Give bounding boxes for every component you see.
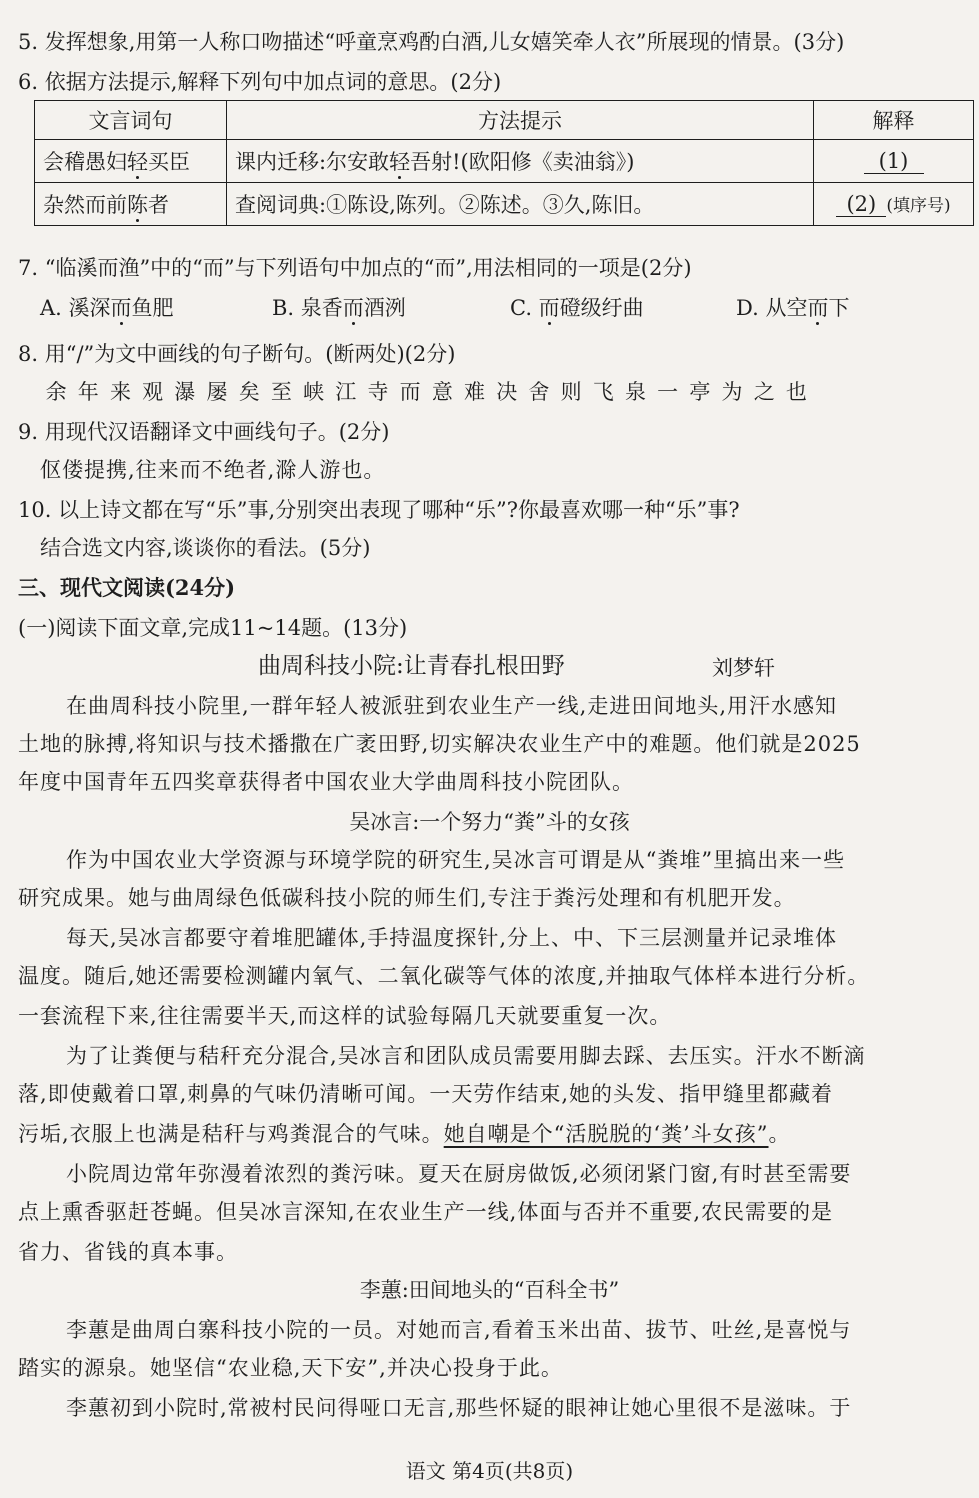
sentence-char: 则 xyxy=(560,380,582,404)
table-cell-method: 查阅词典:①陈设,陈列。②陈述。③久,陈旧。 xyxy=(227,183,814,226)
paragraph-line: 为了让粪便与秸秆充分混合,吴冰言和团队成员需要用脚去踩、去压实。汗水不断滴 xyxy=(66,1044,866,1068)
table-row xyxy=(35,140,974,183)
table-cell-answer xyxy=(814,140,974,183)
underlined-sentence: 她自嘲是个“活脱脱的‘粪’斗女孩” xyxy=(443,1122,769,1146)
paragraph-line: 土地的脉搏,将知识与技术播撒在广袤田野,切实解决农业生产中的难题。他们就是2025 xyxy=(18,732,861,756)
article-author: 刘梦轩 xyxy=(712,656,775,680)
paragraph-line: 每天,吴冰言都要守着堆肥罐体,手持温度探针,分上、中、下三层测量并记录堆体 xyxy=(66,926,838,950)
paragraph-line: 污垢,衣服上也满是秸秆与鸡粪混合的气味。她自嘲是个“活脱脱的‘粪’斗女孩”。 xyxy=(18,1122,791,1146)
table-header-answer: 解释 xyxy=(814,101,974,140)
section-heading: 三、现代文阅读(24分) xyxy=(18,575,236,600)
paragraph-line: 李蕙是曲周白寨科技小院的一员。对她而言,看着玉米出苗、拔节、吐丝,是喜悦与 xyxy=(66,1318,852,1342)
answer-blank-2: (2) xyxy=(836,192,886,217)
table-row xyxy=(35,183,974,226)
paragraph-line: 小院周边常年弥漫着浓烈的粪污味。夏天在厨房做饭,必须闭紧门窗,有时甚至需要 xyxy=(66,1162,852,1186)
sentence-char: 飞 xyxy=(592,380,614,404)
sentence-char: 寺 xyxy=(367,380,389,404)
table-header-method: 方法提示 xyxy=(227,101,814,140)
question-8-sentence xyxy=(40,378,965,406)
sentence-char: 泉 xyxy=(624,380,646,404)
question-9: 9. 用现代汉语翻译文中画线句子。(2分) xyxy=(18,420,390,444)
sentence-char: 来 xyxy=(109,380,131,404)
question-6-table xyxy=(34,100,974,226)
question-7: 7. “临溪而渔”中的“而”与下列语句中加点的“而”,用法相同的一项是(2分) xyxy=(18,256,692,280)
sentence-char: 之 xyxy=(753,380,775,404)
option-a: A. 溪深而鱼肥 xyxy=(40,296,174,320)
paragraph-line: 年度中国青年五四奖章获得者中国农业大学曲周科技小院团队。 xyxy=(18,770,634,794)
sentence-char: 瀑 xyxy=(174,380,196,404)
paragraph-line: 落,即使戴着口罩,刺鼻的气味仍清晰可闻。一天劳作结束,她的头发、指甲缝里都藏着 xyxy=(18,1082,834,1106)
table-cell-answer xyxy=(814,183,974,226)
dotted-word: 轻 xyxy=(127,150,148,174)
paragraph-line: 点上熏香驱赶苍蝇。但吴冰言深知,在农业生产一线,体面与否并不重要,农民需要的是 xyxy=(18,1200,834,1224)
paragraph-line: 一套流程下来,往往需要半天,而这样的试验每隔几天就要重复一次。 xyxy=(18,1004,672,1028)
page-footer: 语文 第4页(共8页) xyxy=(405,1459,574,1483)
sentence-char: 决 xyxy=(496,380,518,404)
sentence-char: 矣 xyxy=(238,380,260,404)
question-8: 8. 用“/”为文中画线的句子断句。(断两处)(2分) xyxy=(18,342,456,366)
table-cell-phrase: 会稽愚妇轻买臣 xyxy=(35,140,227,183)
sentence-char: 观 xyxy=(142,380,164,404)
sentence-char: 峡 xyxy=(303,380,325,404)
article-title: 曲周科技小院:让青春扎根田野 xyxy=(258,653,565,679)
dotted-word: 轻 xyxy=(389,150,411,174)
sentence-char: 也 xyxy=(785,380,807,404)
option-d: D. 从空而下 xyxy=(736,296,850,320)
table-cell-phrase: 杂然而前陈者 xyxy=(35,183,227,226)
sentence-char: 意 xyxy=(431,380,453,404)
question-10-line-1: 10. 以上诗文都在写“乐”事,分别突出表现了哪种“乐”?你最喜欢哪一种“乐”事? xyxy=(18,498,740,522)
table-cell-method: 课内迁移:尔安敢轻吾射!(欧阳修《卖油翁》) xyxy=(227,140,814,183)
sentence-char: 亭 xyxy=(689,380,711,404)
answer-blank-1: (1) xyxy=(864,149,924,174)
sentence-char: 一 xyxy=(657,380,679,404)
sentence-char: 屡 xyxy=(206,380,228,404)
paragraph-line: 在曲周科技小院里,一群年轻人被派驻到农业生产一线,走进田间地头,用汗水感知 xyxy=(66,694,838,718)
article-subheading: 吴冰言:一个努力“粪”斗的女孩 xyxy=(349,810,630,834)
sentence-char: 而 xyxy=(399,380,421,404)
paragraph-line: 踏实的源泉。她坚信“农业稳,天下安”,并决心投身于此。 xyxy=(18,1356,563,1380)
table-header-phrase: 文言词句 xyxy=(35,101,227,140)
sentence-char: 年 xyxy=(77,380,99,404)
sentence-char: 至 xyxy=(270,380,292,404)
question-6-title: 6. 依据方法提示,解释下列句中加点词的意思。(2分) xyxy=(18,70,502,94)
section-sub-heading: (一)阅读下面文章,完成11~14题。(13分) xyxy=(18,616,408,640)
sentence-char: 舍 xyxy=(528,380,550,404)
sentence-char: 难 xyxy=(464,380,486,404)
paragraph-line: 李蕙初到小院时,常被村民问得哑口无言,那些怀疑的眼神让她心里很不是滋味。于 xyxy=(66,1396,852,1420)
option-b: B. 泉香而酒洌 xyxy=(272,296,406,320)
question-10-line-2: 结合选文内容,谈谈你的看法。(5分) xyxy=(40,536,371,560)
dotted-word: 陈 xyxy=(127,193,148,217)
answer-note: (填序号) xyxy=(886,196,951,216)
paragraph-line: 作为中国农业大学资源与环境学院的研究生,吴冰言可谓是从“粪堆”里搞出来一些 xyxy=(66,848,846,872)
question-5: 5. 发挥想象,用第一人称口吻描述“呼童烹鸡酌白酒,儿女嬉笑牵人衣”所展现的情景。(3分) xyxy=(18,30,845,54)
question-9-sentence: 伛偻提携,往来而不绝者,滁人游也。 xyxy=(40,458,386,482)
option-c: C. 而磴级纡曲 xyxy=(510,296,644,320)
paragraph-line: 省力、省钱的真本事。 xyxy=(18,1240,238,1264)
sentence-char: 为 xyxy=(721,380,743,404)
article-subheading: 李蕙:田间地头的“百科全书” xyxy=(359,1278,620,1302)
sentence-char: 江 xyxy=(335,380,357,404)
paragraph-line: 研究成果。她与曲周绿色低碳科技小院的师生们,专注于粪污处理和有机肥开发。 xyxy=(18,886,796,910)
sentence-char: 余 xyxy=(45,380,67,404)
paragraph-line: 温度。随后,她还需要检测罐内氧气、二氧化碳等气体的浓度,并抽取气体样本进行分析。 xyxy=(18,964,870,988)
